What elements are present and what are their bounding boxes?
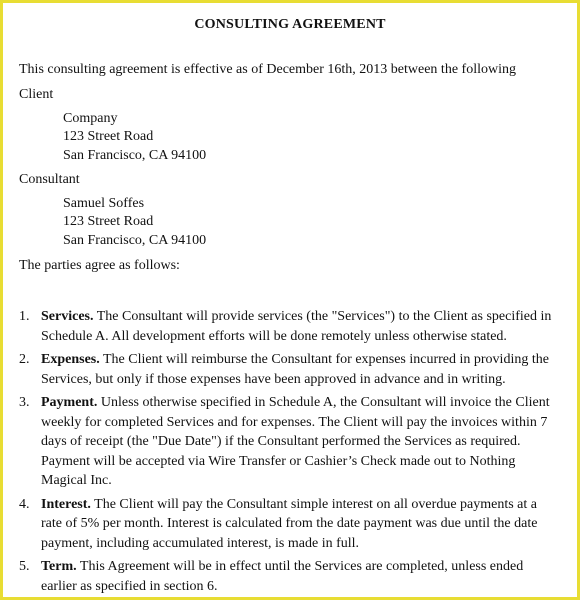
list-item-heading: Services. bbox=[41, 309, 94, 324]
list-item-number: 5. bbox=[19, 559, 30, 574]
list-item bbox=[19, 557, 559, 596]
list-item-text: The Consultant will provide services (the "Services") to the Client as specified in Schedule A. All development efforts will be done remotely unless otherwise stated. bbox=[41, 309, 552, 344]
intro-paragraph: This consulting agreement is effective as of December 16th, 2013 between the following bbox=[19, 62, 516, 77]
list-item-heading: Term. bbox=[41, 559, 77, 574]
list-item-heading: Payment. bbox=[41, 395, 98, 410]
list-item bbox=[19, 307, 559, 346]
list-item-text: This Agreement will be in effect until the Services are completed, unless ended earlier as specified in section 6. bbox=[41, 559, 524, 594]
page-title: CONSULTING AGREEMENT bbox=[194, 17, 386, 32]
list-item-heading: Interest. bbox=[41, 496, 91, 512]
list-item-number: 1. bbox=[19, 309, 30, 324]
list-item bbox=[19, 495, 559, 554]
list-item bbox=[19, 350, 559, 389]
client-city: San Francisco, CA 94100 bbox=[63, 148, 207, 163]
list-item-text: The Client will pay the Consultant simple interest on all overdue payments at a rate of 5% per month. Interest is calculated from the date payment was due until the date payment, including accumulated interest, is made in full. bbox=[41, 496, 538, 551]
list-item-text: Unless otherwise specified in Schedule A, the Consultant will invoice the Client weekly for completed Services and for expenses. The Client will pay the invoices within 7 days of receipt (the "Due Date") if the Consultant performed the Services as required. Payment will be accepted via Wire Transfer or Cashier’s Check made out to Nothing Magical Inc. bbox=[41, 395, 550, 488]
consultant-city: San Francisco, CA 94100 bbox=[63, 233, 207, 248]
list-item-text: The Client will reimburse the Consultant for expenses incurred in providing the Services, but only if those expenses have been approved in advance and in writing. bbox=[41, 352, 549, 387]
client-label: Client bbox=[19, 87, 54, 102]
terms-list bbox=[19, 307, 559, 600]
consultant-label: Consultant bbox=[19, 172, 80, 187]
parties-agree-line: The parties agree as follows: bbox=[19, 258, 180, 273]
list-item-number: 2. bbox=[19, 352, 30, 367]
client-company: Company bbox=[63, 111, 118, 126]
list-item-heading: Expenses. bbox=[41, 352, 100, 367]
client-street: 123 Street Road bbox=[63, 129, 154, 144]
list-item-number: 3. bbox=[19, 395, 30, 410]
consultant-street: 123 Street Road bbox=[63, 214, 154, 229]
consultant-name: Samuel Soffes bbox=[63, 196, 145, 211]
list-item-number: 4. bbox=[19, 496, 30, 512]
list-item bbox=[19, 393, 559, 491]
